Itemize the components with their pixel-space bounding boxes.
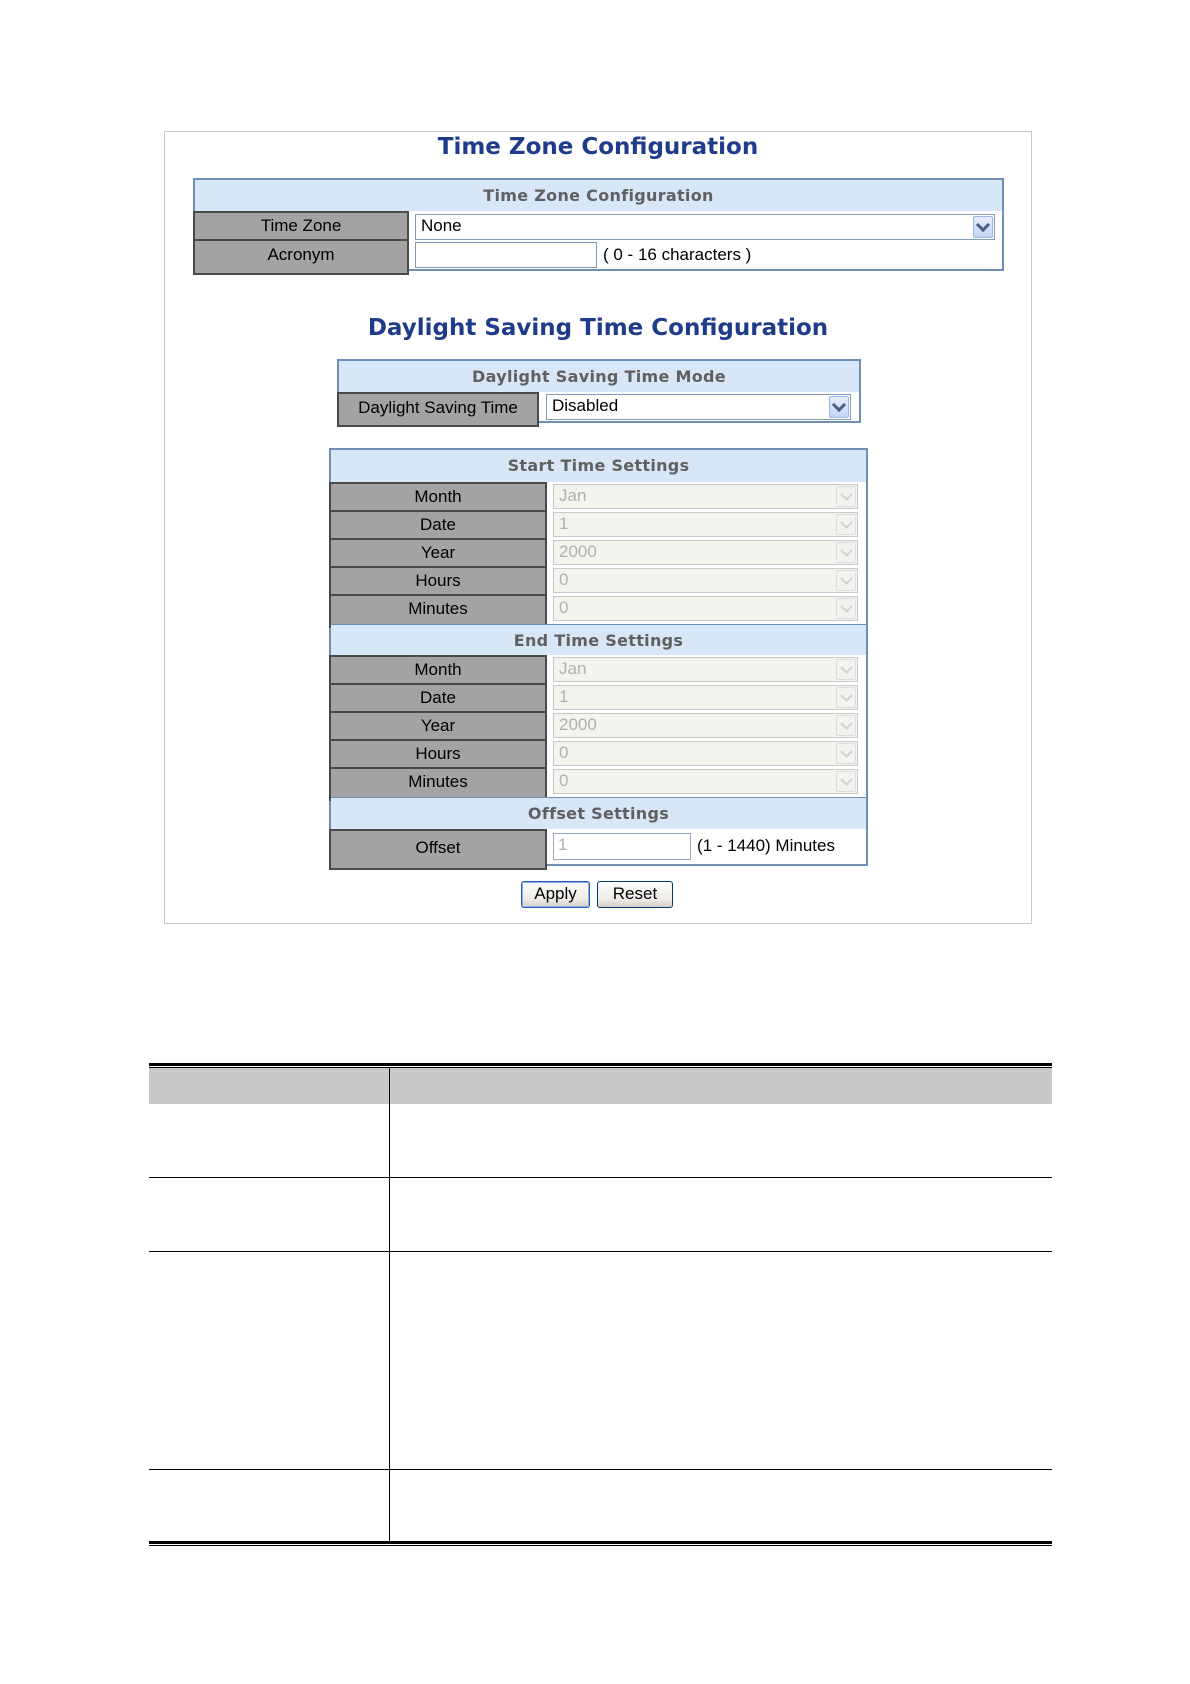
dst-mode-header: Daylight Saving Time Mode <box>339 361 859 392</box>
time-zone-label: Time Zone <box>193 211 409 245</box>
end-month-label: Month <box>329 655 547 689</box>
chevron-down-icon[interactable] <box>836 687 856 708</box>
end-minutes-select[interactable] <box>553 769 858 794</box>
time-zone-select[interactable] <box>415 214 995 240</box>
end-year-label: Year <box>329 711 547 745</box>
start-month-select[interactable] <box>553 484 858 509</box>
end-month-value: Jan <box>559 659 587 678</box>
start-date-label: Date <box>329 510 547 544</box>
acronym-hint: ( 0 - 16 characters ) <box>603 245 752 264</box>
start-minutes-select[interactable] <box>553 596 858 621</box>
table-header-description <box>390 1068 1052 1104</box>
end-hours-label: Hours <box>329 739 547 773</box>
start-minutes-label: Minutes <box>329 594 547 628</box>
end-month-select[interactable] <box>553 657 858 682</box>
chevron-down-icon[interactable] <box>836 771 856 792</box>
start-year-value: 2000 <box>559 542 597 561</box>
table-bottom-rule <box>149 1541 1052 1546</box>
start-month-label: Month <box>329 482 547 516</box>
parameter-description-table <box>149 1063 1052 1546</box>
chevron-down-icon[interactable] <box>836 598 856 619</box>
dst-mode-table <box>337 359 861 423</box>
start-time-header: Start Time Settings <box>331 450 866 482</box>
chevron-down-icon[interactable] <box>836 542 856 563</box>
table-row <box>149 1470 1052 1541</box>
chevron-down-icon[interactable] <box>836 715 856 736</box>
chevron-down-icon[interactable] <box>836 486 856 507</box>
offset-input[interactable]: 1 <box>553 833 691 860</box>
start-hours-label: Hours <box>329 566 547 600</box>
offset-header: Offset Settings <box>331 797 866 829</box>
apply-button[interactable]: Apply <box>521 881 590 908</box>
table-header-row <box>149 1068 1052 1104</box>
end-hours-select[interactable] <box>553 741 858 766</box>
chevron-down-icon[interactable] <box>836 514 856 535</box>
time-zone-config-screenshot <box>164 131 1032 924</box>
time-zone-table-header: Time Zone Configuration <box>195 180 1002 211</box>
page-title: Time Zone Configuration <box>437 134 759 160</box>
offset-hint: (1 - 1440) Minutes <box>697 836 835 855</box>
end-date-value: 1 <box>559 687 569 706</box>
table-row <box>149 1252 1052 1470</box>
table-row <box>149 1104 1052 1178</box>
end-year-value: 2000 <box>559 715 597 734</box>
time-zone-table <box>193 178 1004 271</box>
chevron-down-icon[interactable] <box>973 216 993 238</box>
start-date-value: 1 <box>559 514 569 533</box>
dst-select-value: Disabled <box>552 396 619 415</box>
offset-label: Offset <box>329 829 547 870</box>
end-minutes-label: Minutes <box>329 767 547 801</box>
start-hours-value: 0 <box>559 570 569 589</box>
acronym-input[interactable] <box>415 242 597 268</box>
start-date-select[interactable] <box>553 512 858 537</box>
dst-label: Daylight Saving Time <box>337 392 539 427</box>
end-time-header: End Time Settings <box>331 624 866 655</box>
start-year-select[interactable] <box>553 540 858 565</box>
dst-settings-table <box>329 448 868 866</box>
acronym-label: Acronym <box>193 239 409 275</box>
time-zone-select-value: None <box>421 216 462 235</box>
chevron-down-icon[interactable] <box>829 396 849 418</box>
end-date-select[interactable] <box>553 685 858 710</box>
dst-select[interactable] <box>546 394 851 420</box>
chevron-down-icon[interactable] <box>836 659 856 680</box>
end-date-label: Date <box>329 683 547 717</box>
start-minutes-value: 0 <box>559 598 569 617</box>
chevron-down-icon[interactable] <box>836 743 856 764</box>
end-year-select[interactable] <box>553 713 858 738</box>
chevron-down-icon[interactable] <box>836 570 856 591</box>
start-year-label: Year <box>329 538 547 572</box>
table-header-object <box>149 1068 390 1104</box>
end-minutes-value: 0 <box>559 771 569 790</box>
end-hours-value: 0 <box>559 743 569 762</box>
reset-button[interactable]: Reset <box>597 881 673 908</box>
start-month-value: Jan <box>559 486 587 505</box>
start-hours-select[interactable] <box>553 568 858 593</box>
dst-title: Daylight Saving Time Configuration <box>367 315 829 341</box>
table-row <box>149 1178 1052 1252</box>
